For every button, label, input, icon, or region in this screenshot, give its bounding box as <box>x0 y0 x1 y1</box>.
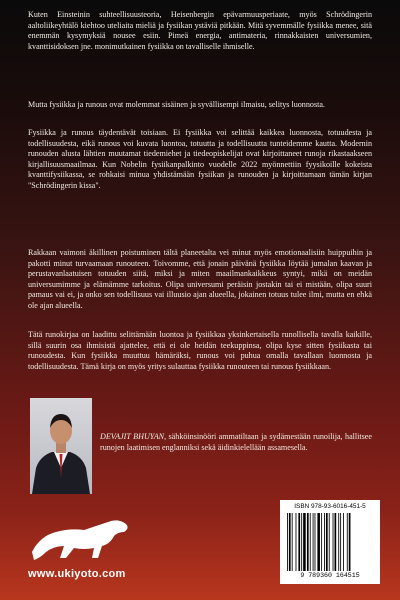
author-photo <box>30 398 92 494</box>
blurb-paragraph-2: Mutta fysiikka ja runous ovat molemmat sisäinen ja syvällisempi ilmaisu, selitys luonnosta. <box>28 100 325 109</box>
isbn-label: ISBN 978-93-6016-451-5 <box>294 503 366 510</box>
author-bio-text: sähköinsinööri ammatiltaan ja sydämestään runoilija, hallitsee runojen laatimisen englanniksi sekä äidinkielellään assamesella. <box>100 432 372 452</box>
blurb-paragraph-3: Fysiikka ja runous täydentävät toisiaan. Ei fysiikka voi selittää kaikkea luonnosta, totuudesta ja todellisuudesta, eikä runous voi kuvata luontoa, totuutta ja todellisuutta tunteidemme kautta. Modernin runouden alusta lähtien muutamat tiedemiehet ja tiedeopiskelijat ovat kirjoittaneet runoja rikastaakseen kirjallisuusmaailmaa. Kun Nobelin fysiikanpalkinto vuodelle 2022 myönnettiin fyysikoille kokeista kvanttifysiikassa, se rohkaisi minua yhdistämään fysiikan ja runouden ja kirjoittamaan tämän kirjan "Schrödingerin kissa". <box>28 128 372 190</box>
author-portrait-icon <box>30 398 92 494</box>
blurb-paragraph-5: Tätä runokirjaa on laadittu selittämään luontoa ja fysiikkaa yksinkertaisella runollisella tavalla kaikille, sillä suurin osa ihmisistä ajattelee, että ei ole heidän teekuppinsa, olipa kyse sitten fysiikasta tai runoudesta. Kun fysiikka muuttuu hämäräksi, runous voi puhua omalla tavallaan luonnosta ja todellisuudesta. Tämä kirja on myös yritys sulauttaa fysiikka runouteen tai runous fysiikkaan. <box>28 330 372 371</box>
publisher-website[interactable]: www.ukiyoto.com <box>28 568 126 580</box>
blurb-paragraph-1: Kuten Einsteinin suhteellisuusteoria, Heisenbergin epävarmuusperiaate, myös Schrödingerin aaltoliikeyhtälö kiehtoo uteliaita mieliä ja fysiikan ystäviä pitkään. Mitä syvemmälle fysiikka menee, sitä enemmän kysymyksiä nousee esiin. Pimeä energia, antimateria, rinnakkaisten universumien, kvanttisidoksen jne. monimutkainen fysiikka on tavalliselle ihmiselle. <box>28 10 372 51</box>
publisher-logo-tiger-icon <box>26 506 136 566</box>
author-name: DEVAJIT BHUYAN, <box>100 432 167 441</box>
barcode-icon <box>286 513 374 571</box>
blurb-paragraph-4: Rakkaan vaimoni äkillinen poistuminen tältä planeetalta vei minut myös emotionaalisiin huippuihin ja pakotti minut turvaamaan runouteen. Toivomme, että jonain päivänä fysiikka löytää jumalan kaavan ja perustavanlaatuisen totuuden siitä, miksi ja miten maailmankaikkeus syntyi, mikä on meidän universumimme ja elämämme tarkoitus. Olipa universumi peräisin jostakin tai ei mistään, olipa suuri pamaus vai ei, ja onko sen todellisuus vai illuusio ajan alueella, jokainen totuus tulee ilmi, mutta en ehkä ole ajan alueella. <box>28 248 372 310</box>
author-bio <box>100 432 372 453</box>
isbn-barcode-box <box>280 500 380 584</box>
barcode-digits: 9 789360 164515 <box>300 572 360 579</box>
